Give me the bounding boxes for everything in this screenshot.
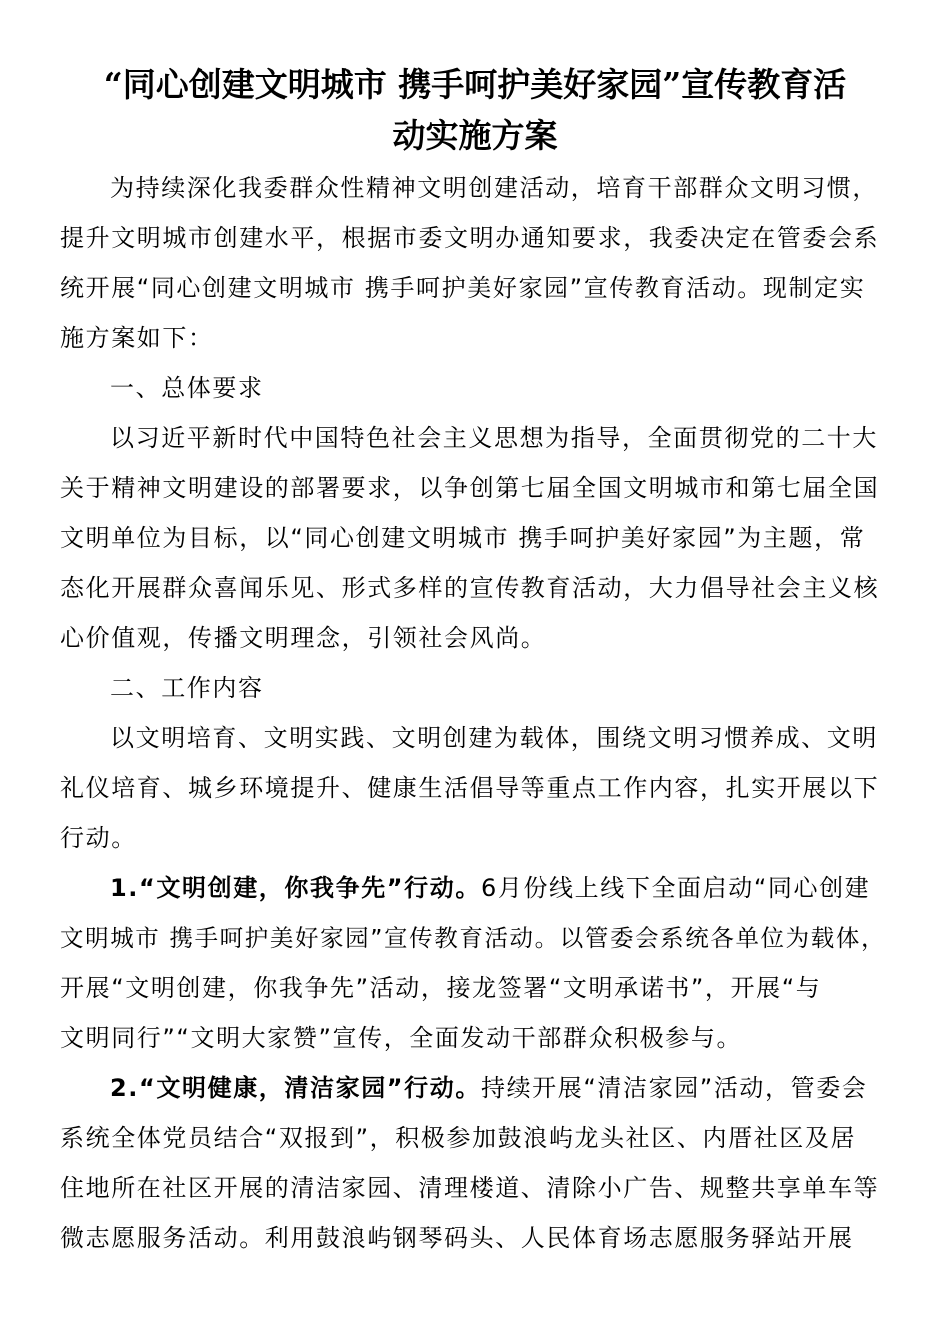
document-title-line-2: 动实施方案 xyxy=(392,116,558,155)
item2-first-text: 持续开展“清洁家园”活动，管委会 xyxy=(480,1074,868,1102)
document-title-line-1: “同心创建文明城市 携手呵护美好家园”宣传教育活 xyxy=(103,65,847,104)
item2-heading: 2.“文明健康，清洁家园”行动。 xyxy=(110,1074,481,1102)
section-heading-general-requirements: 一、总体要求 xyxy=(110,374,264,402)
section-heading-work-content: 二、工作内容 xyxy=(110,674,264,702)
item2-line: 系统全体党员结合“双报到”，积极参加鼓浪屿龙头社区、内厝社区及居 xyxy=(60,1124,857,1152)
item2-first-line xyxy=(110,1072,890,1104)
item1-first-text: 6月份线上线下全面启动“同心创建 xyxy=(480,874,871,902)
section1-line: 心价值观，传播文明理念，引领社会风尚。 xyxy=(60,624,547,652)
item1-first-line xyxy=(110,872,890,904)
intro-line: 统开展“同心创建文明城市 携手呵护美好家园”宣传教育活动。现制定实 xyxy=(60,274,866,302)
section2-line: 行动。 xyxy=(60,824,137,852)
section2-line: 以文明培育、文明实践、文明创建为载体，围绕文明习惯养成、文明 xyxy=(110,724,878,752)
section1-line: 态化开展群众喜闻乐见、形式多样的宣传教育活动，大力倡导社会主义核 xyxy=(60,574,880,602)
section1-line: 关于精神文明建设的部署要求，以争创第七届全国文明城市和第七届全国 xyxy=(60,474,880,502)
item2-line: 住地所在社区开展的清洁家园、清理楼道、清除小广告、规整共享单车等 xyxy=(60,1174,880,1202)
section2-line: 礼仪培育、城乡环境提升、健康生活倡导等重点工作内容，扎实开展以下 xyxy=(60,774,880,802)
item1-line: 文明城市 携手呵护美好家园”宣传教育活动。以管委会系统各单位为载体， xyxy=(60,924,887,952)
intro-line: 为持续深化我委群众性精神文明创建活动，培育干部群众文明习惯， xyxy=(110,174,878,202)
item1-line: 文明同行”“文明大家赞”宣传，全面发动干部群众积极参与。 xyxy=(60,1024,743,1052)
item1-line: 开展“文明创建，你我争先”活动，接龙签署“文明承诺书”，开展“与 xyxy=(60,974,822,1002)
item1-heading: 1.“文明创建，你我争先”行动。 xyxy=(110,874,481,902)
section1-line: 文明单位为目标，以“同心创建文明城市 携手呵护美好家园”为主题，常 xyxy=(60,524,866,552)
intro-line: 提升文明城市创建水平，根据市委文明办通知要求，我委决定在管委会系 xyxy=(60,224,880,252)
intro-line: 施方案如下： xyxy=(60,324,214,352)
item2-line: 微志愿服务活动。利用鼓浪屿钢琴码头、人民体育场志愿服务驿站开展 xyxy=(60,1224,854,1252)
section1-line: 以习近平新时代中国特色社会主义思想为指导，全面贯彻党的二十大 xyxy=(110,424,878,452)
